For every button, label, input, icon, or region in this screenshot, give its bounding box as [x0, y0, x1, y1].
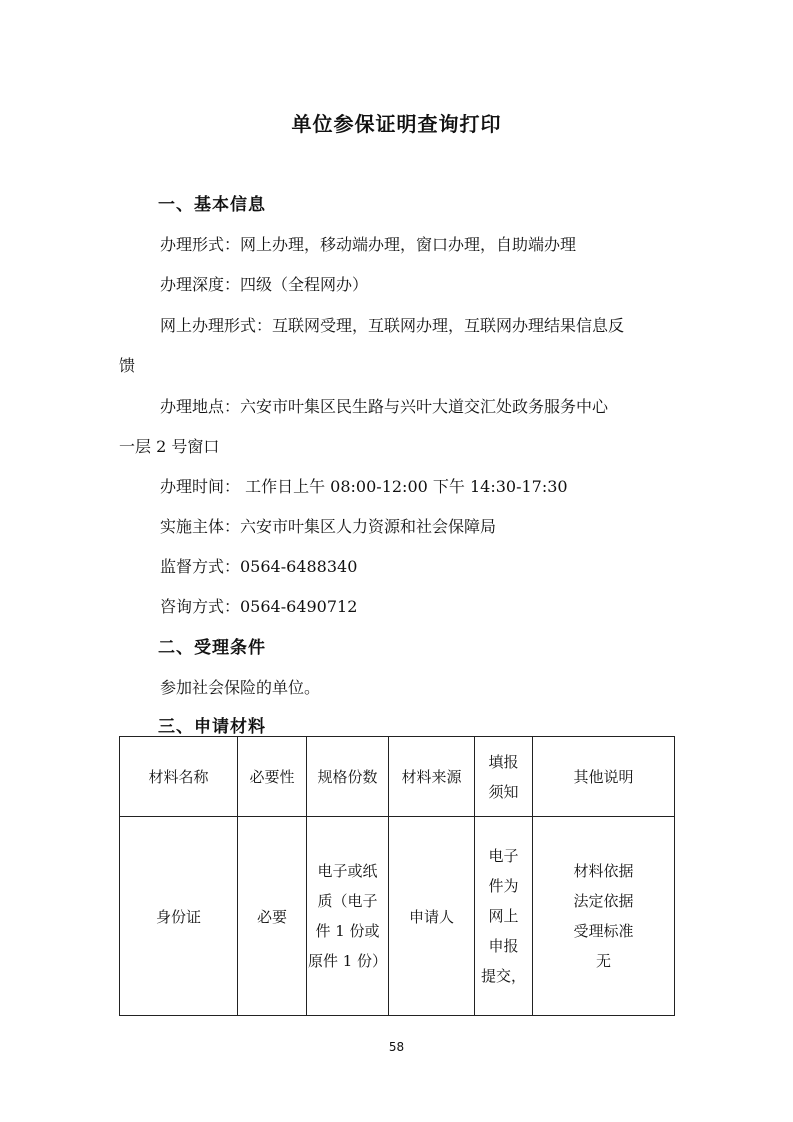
handling-time: 办理时间： 工作日上午 08:00-12:00 下午 14:30-17:30	[160, 477, 568, 496]
header-source: 材料来源	[389, 737, 475, 817]
cell-spec: 电子或纸 质（电子 件 1 份或 原件 1 份）	[307, 817, 389, 1016]
table-row	[120, 817, 675, 1016]
cell-necessity: 必要	[238, 817, 307, 1016]
page-title: 单位参保证明查询打印	[291, 112, 502, 136]
online-form-line2: 馈	[119, 356, 136, 375]
supervision-phone: 监督方式：0564-6488340	[160, 557, 358, 576]
header-material-name: 材料名称	[120, 737, 238, 817]
materials-table	[119, 736, 675, 1016]
cell-material-name: 身份证	[120, 817, 238, 1016]
consultation-phone: 咨询方式：0564-6490712	[160, 597, 358, 616]
cell-other: 材料依据 法定依据 受理标准 无	[533, 817, 675, 1016]
handling-method: 办理形式：网上办理，移动端办理，窗口办理，自助端办理	[160, 235, 577, 254]
header-necessity: 必要性	[238, 737, 307, 817]
header-other: 其他说明	[533, 737, 675, 817]
implementing-body: 实施主体：六安市叶集区人力资源和社会保障局	[160, 517, 497, 536]
table-header-row	[120, 737, 675, 817]
section-heading-materials: 三、申请材料	[158, 717, 266, 737]
section-heading-conditions: 二、受理条件	[158, 638, 266, 658]
cell-fill-notes: 电子 件为 网上 申报 提交，	[475, 817, 533, 1016]
handling-place-line1: 办理地点：六安市叶集区民生路与兴叶大道交汇处政务服务中心	[160, 397, 609, 416]
page-number: 58	[388, 1040, 405, 1054]
header-fill-notes: 填报 须知	[475, 737, 533, 817]
header-spec: 规格份数	[307, 737, 389, 817]
handling-depth: 办理深度：四级（全程网办）	[160, 275, 369, 294]
section-heading-basic-info: 一、基本信息	[158, 195, 266, 215]
cell-source: 申请人	[389, 817, 475, 1016]
handling-place-line2: 一层 2 号窗口	[119, 437, 220, 456]
conditions-text: 参加社会保险的单位。	[160, 678, 321, 697]
online-form-line1: 网上办理形式：互联网受理，互联网办理，互联网办理结果信息反	[160, 316, 625, 335]
